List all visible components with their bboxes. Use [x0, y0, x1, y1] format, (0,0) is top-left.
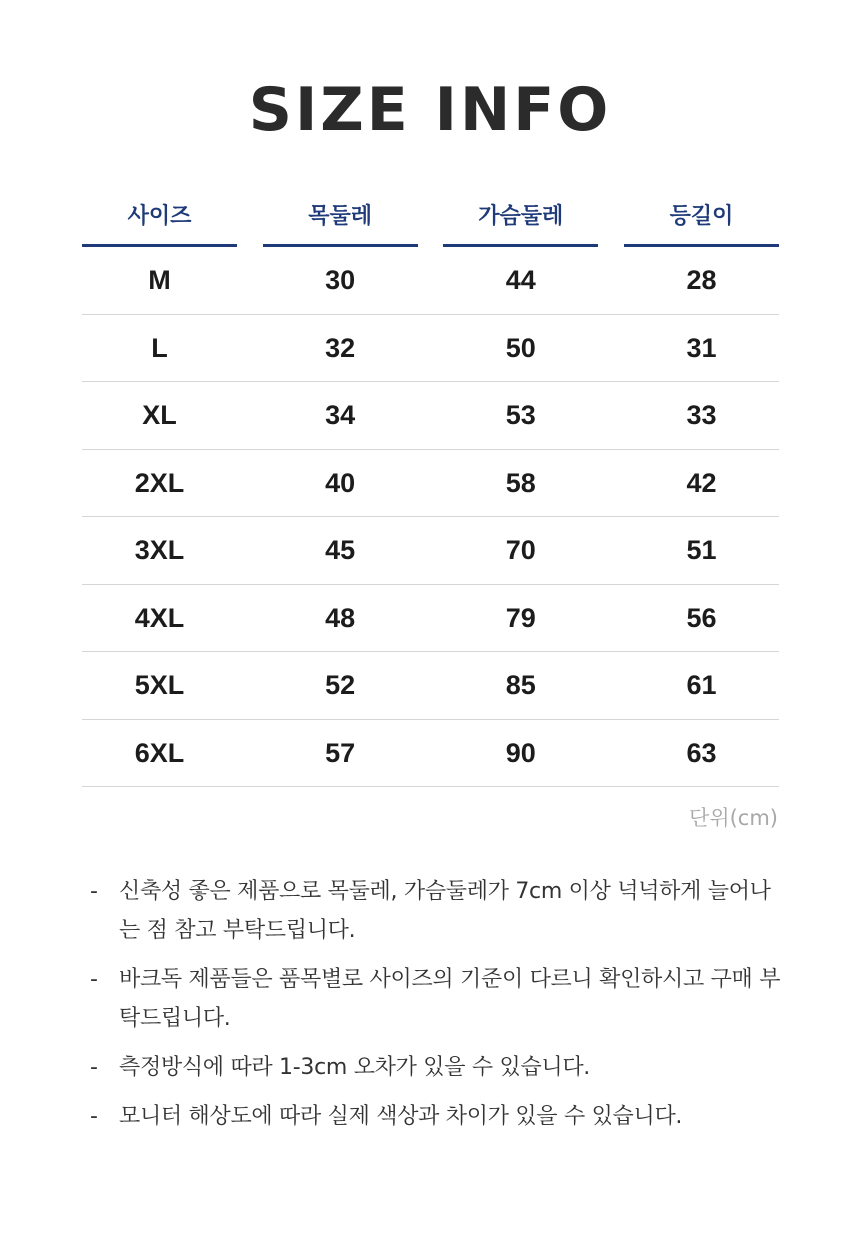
table-row: [82, 382, 779, 450]
table-row: [82, 652, 779, 720]
cell-neck: 45: [325, 535, 356, 565]
cell-back-length: 42: [686, 467, 717, 498]
cell-neck: 52: [325, 670, 356, 700]
cell-back-length: 63: [686, 737, 717, 768]
table-header-row: [82, 194, 779, 247]
cell-back-length: 56: [686, 602, 717, 633]
header-size: 사이즈: [82, 194, 237, 247]
cell-chest: 79: [505, 602, 536, 633]
note-item: [90, 1097, 790, 1136]
note-item: [90, 960, 790, 1038]
header-neck: 목둘레: [263, 194, 418, 247]
cell-neck: 40: [325, 467, 356, 498]
cell-size: 3XL: [134, 535, 185, 565]
cell-size: M: [148, 265, 171, 295]
cell-size: 5XL: [134, 670, 185, 700]
cell-chest: 90: [505, 737, 536, 768]
table-row: [82, 720, 779, 788]
cell-neck: 48: [325, 602, 356, 633]
header-back-length: 등길이: [624, 194, 779, 247]
size-table: [82, 194, 779, 787]
note-dash: -: [90, 967, 98, 992]
cell-size: 6XL: [134, 737, 185, 768]
page-title: SIZE INFO: [248, 75, 612, 145]
table-row: [82, 450, 779, 518]
table-row: [82, 517, 779, 585]
cell-chest: 85: [505, 670, 536, 700]
note-item: [90, 1048, 790, 1087]
table-row: [82, 585, 779, 653]
cell-back-length: 61: [686, 670, 717, 700]
note-text: 신축성 좋은 제품으로 목둘레, 가슴둘레가 7cm 이상 넉넉하게 늘어나는 점 참고 부탁드립니다.: [119, 879, 771, 943]
cell-chest: 53: [505, 400, 536, 430]
note-dash: -: [90, 1104, 98, 1129]
cell-back-length: 28: [686, 265, 717, 295]
cell-chest: 50: [505, 332, 536, 363]
table-row: [82, 315, 779, 383]
cell-size: L: [151, 332, 168, 363]
cell-back-length: 31: [686, 332, 717, 363]
notes-list: [90, 872, 790, 1146]
header-chest: 가슴둘레: [443, 194, 598, 247]
note-item: [90, 872, 790, 950]
cell-size: 4XL: [134, 602, 185, 633]
note-text: 측정방식에 따라 1-3cm 오차가 있을 수 있습니다.: [119, 1055, 590, 1080]
cell-chest: 70: [505, 535, 536, 565]
cell-neck: 30: [325, 265, 356, 295]
cell-chest: 58: [505, 467, 536, 498]
note-dash: -: [90, 1055, 98, 1080]
cell-back-length: 51: [686, 535, 717, 565]
cell-neck: 57: [325, 737, 356, 768]
table-row: [82, 247, 779, 315]
cell-size: 2XL: [134, 467, 185, 498]
cell-neck: 32: [325, 332, 356, 363]
note-dash: -: [90, 879, 98, 904]
note-text: 모니터 해상도에 따라 실제 색상과 차이가 있을 수 있습니다.: [119, 1104, 683, 1129]
note-text: 바크독 제품들은 품목별로 사이즈의 기준이 다르니 확인하시고 구매 부탁드립니다.: [119, 967, 781, 1031]
cell-size: XL: [142, 400, 177, 430]
cell-neck: 34: [325, 400, 356, 430]
cell-chest: 44: [505, 265, 536, 295]
cell-back-length: 33: [686, 400, 717, 430]
unit-note: 단위(cm): [689, 806, 778, 830]
